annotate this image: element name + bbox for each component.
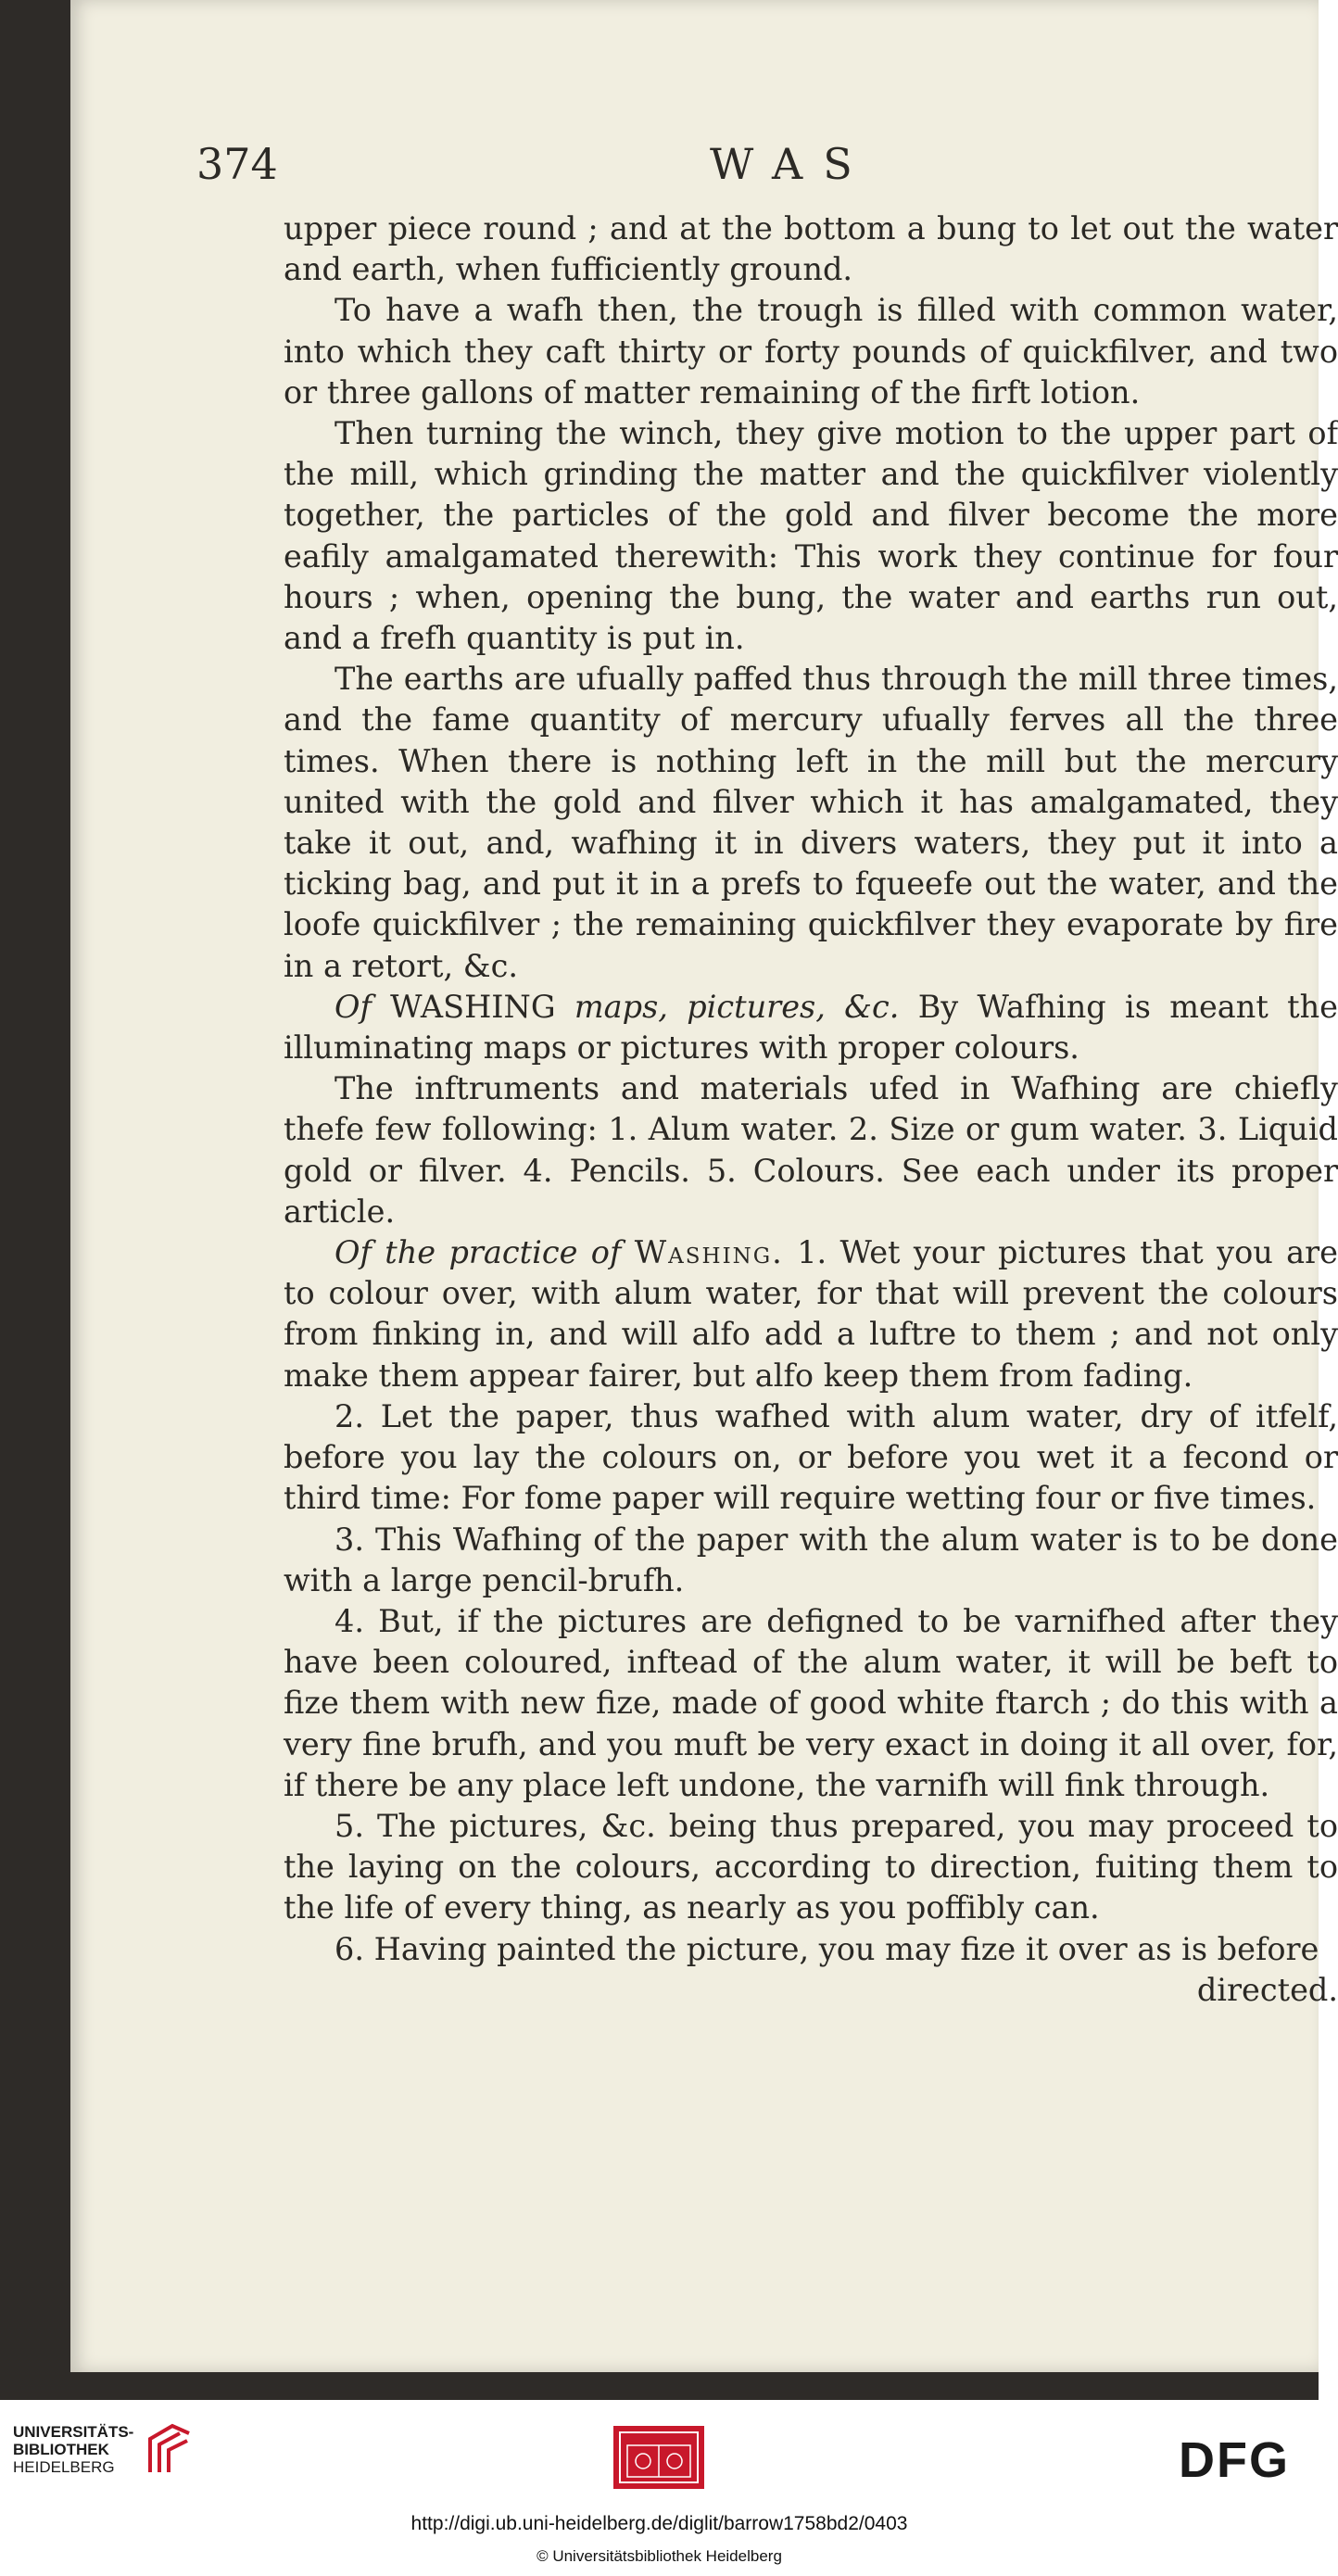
paragraph: 3. This Wafhing of the paper with the alum water is to be done with a large pencil-brufh. — [284, 1521, 1338, 1598]
book-page — [70, 0, 1338, 2372]
paragraph-text: By Wafhing is meant the illuminating maps or pictures with proper colours. — [284, 988, 1338, 1067]
university-library-logo[interactable] — [13, 2420, 195, 2478]
uni-logo-line: UNIVERSITÄTS- — [13, 2422, 134, 2441]
paragraph: 5. The pictures, &c. being thus prepared, you may proceed to the laying on the colours, according to direction, fuiting them to the life of every thing, as nearly as you poffibly can. — [284, 1807, 1338, 1926]
heading-of: Of — [334, 988, 372, 1025]
paragraph: 6. Having painted the picture, you may fize it over as is before — [334, 1930, 1319, 1967]
footer — [0, 2400, 1319, 2576]
uni-logo-line: BIBLIOTHEK — [13, 2440, 109, 2458]
paragraph: upper piece round ; and at the bottom a bung to let out the water and earth, when fufficiently ground. — [284, 210, 1338, 288]
body-text — [284, 208, 1338, 2011]
paragraph: 2. Let the paper, thus wafhed with alum water, dry of itfelf, before you lay the colours on, or before you wet it a fecond or third time: For fome paper will require wetting four or five times. — [284, 1397, 1338, 1517]
episteme-emblem-icon — [618, 2431, 700, 2484]
paragraph-text: 1. Wet your pictures that you are to colour over, with alum water, for that will prevent the colours from finking in, and will alfo add a luftre to them ; and not only make them appear fairer, but alfo keep them from fading. — [284, 1234, 1338, 1394]
section-heading-practice — [284, 1232, 1338, 1396]
running-head: WAS — [710, 139, 873, 189]
uni-logo-line: HEIDELBERG — [13, 2457, 115, 2476]
page-number: 374 — [196, 139, 278, 189]
section-heading-washing-maps — [284, 987, 1338, 1068]
heading-washing-caps: Washing. — [634, 1234, 784, 1271]
paragraph: 4. But, if the pictures are defigned to be varnifhed after they have been coloured, inftead of the alum water, it will be beft to fize them with new fize, made of good white ftarch ; do this with a very fine brufh, and you muft be very exact in doing it all over, for, if there be any place left undone, the varnifh will fink through. — [284, 1602, 1338, 1803]
heading-washing: WASHING — [390, 988, 556, 1025]
paragraph: The earths are ufually paffed thus through the mill three times, and the fame quantity of mercury ufually ferves all the three times. When there is nothing left in the mill but the mercury united with the gold and filver which it has amalgamated, they take it out, and, wafhing it in divers waters, they put it into a ticking bag, and put it in a prefs to fqueefe out the water, and the loofe quickfilver ; the remaining quickfilver they evaporate by fire in a retort, &c. — [284, 661, 1338, 984]
paragraph: The inftruments and materials ufed in Wafhing are chiefly thefe few following: 1. Alum water. 2. Size or gum water. 3. Liquid gold or filver. 4. Pencils. 5. Colours. See each under its proper article. — [284, 1070, 1338, 1230]
catchword: directed. — [1196, 1971, 1338, 2008]
library-emblem-icon — [143, 2420, 195, 2478]
dfg-logo[interactable]: DFG — [1179, 2432, 1290, 2488]
permalink-url[interactable]: http://digi.ub.uni-heidelberg.de/diglit/barrow1758bd2/0403 — [410, 2513, 908, 2534]
paragraph: Then turning the winch, they give motion to the upper part of the mill, which grinding the matter and the quickfilver violently together, the particles of the gold and filver become the more eafily amalgamated therewith: This work they continue for four hours ; when, opening the bung, the water and earths run out, and a frefh quantity is put in. — [284, 415, 1338, 657]
paragraph: To have a wafh then, the trough is filled with common water, into which they caft thirty or forty pounds of quickfilver, and two or three gallons of matter remaining of the firft lotion. — [284, 292, 1338, 410]
copyright-notice: © Universitätsbibliothek Heidelberg — [536, 2547, 782, 2565]
heading-practice: Of the practice of — [334, 1234, 622, 1271]
heading-rest: maps, pictures, &c. — [574, 988, 900, 1025]
uni-logo-text — [13, 2423, 133, 2476]
episteme-logo[interactable] — [613, 2426, 704, 2489]
